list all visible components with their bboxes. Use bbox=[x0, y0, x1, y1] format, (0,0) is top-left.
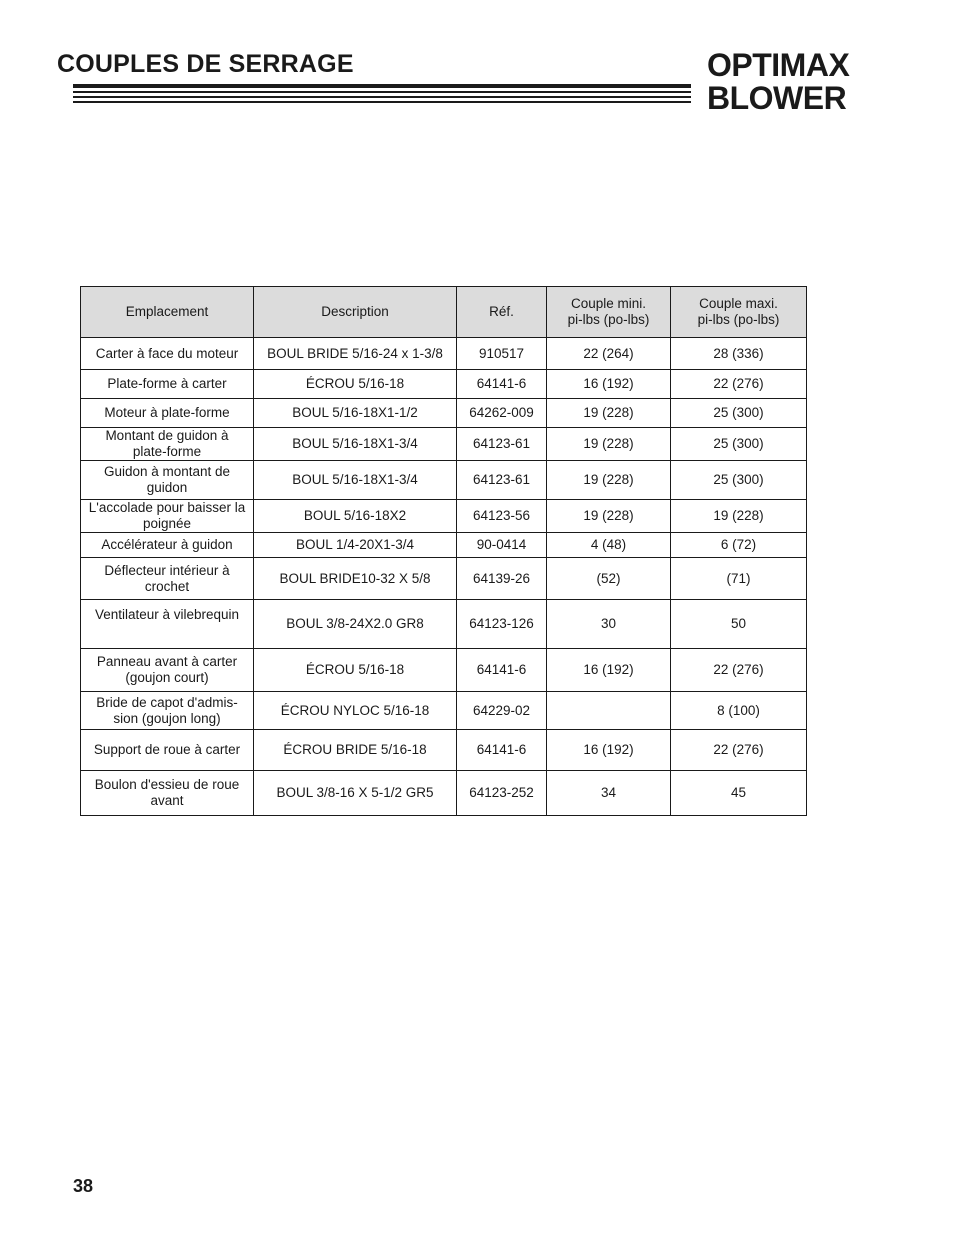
cell-description: BOUL 5/16-18X1-1/2 bbox=[254, 399, 457, 428]
cell-min-torque: 34 bbox=[547, 771, 671, 816]
cell-min-torque: (52) bbox=[547, 558, 671, 600]
cell-part-number: 64141-6 bbox=[457, 649, 547, 692]
column-header-min-torque: Couple mini. pi-lbs (po-lbs) bbox=[547, 287, 671, 338]
column-header-max-torque: Couple maxi. pi-lbs (po-lbs) bbox=[671, 287, 807, 338]
section-title: COUPLES DE SERRAGE bbox=[57, 50, 354, 78]
cell-part-number: 910517 bbox=[457, 338, 547, 370]
product-title-line-1: OPTIMAX bbox=[707, 47, 850, 83]
table-row bbox=[81, 600, 807, 649]
cell-max-torque: 22 (276) bbox=[671, 730, 807, 771]
table-row bbox=[81, 558, 807, 600]
cell-location: Ventilateur à vilebrequin bbox=[81, 600, 254, 649]
cell-min-torque: 30 bbox=[547, 600, 671, 649]
cell-part-number: 64141-6 bbox=[457, 370, 547, 399]
cell-max-torque: 25 (300) bbox=[671, 428, 807, 461]
cell-description: BOUL 5/16-18X2 bbox=[254, 500, 457, 533]
header-rule bbox=[73, 96, 691, 98]
cell-part-number: 64229-02 bbox=[457, 692, 547, 730]
cell-min-torque: 16 (192) bbox=[547, 649, 671, 692]
cell-max-torque: 8 (100) bbox=[671, 692, 807, 730]
cell-part-number: 64123-61 bbox=[457, 428, 547, 461]
cell-description: BOUL 3/8-24X2.0 GR8 bbox=[254, 600, 457, 649]
cell-description: BOUL BRIDE 5/16-24 x 1-3/8 bbox=[254, 338, 457, 370]
column-header-location: Emplacement bbox=[81, 287, 254, 338]
table-row bbox=[81, 338, 807, 370]
table-row bbox=[81, 771, 807, 816]
cell-part-number: 64123-252 bbox=[457, 771, 547, 816]
torque-table bbox=[80, 286, 807, 816]
cell-min-torque: 16 (192) bbox=[547, 370, 671, 399]
cell-max-torque: (71) bbox=[671, 558, 807, 600]
cell-location: Support de roue à carter bbox=[81, 730, 254, 771]
cell-max-torque: 6 (72) bbox=[671, 533, 807, 558]
cell-min-torque bbox=[547, 692, 671, 730]
cell-location: Déflecteur intérieur à crochet bbox=[81, 558, 254, 600]
cell-max-torque: 22 (276) bbox=[671, 649, 807, 692]
cell-description: ÉCROU 5/16-18 bbox=[254, 370, 457, 399]
cell-part-number: 64123-61 bbox=[457, 461, 547, 500]
cell-max-torque: 19 (228) bbox=[671, 500, 807, 533]
cell-min-torque: 4 (48) bbox=[547, 533, 671, 558]
cell-location: Accélérateur à guidon bbox=[81, 533, 254, 558]
header-rule bbox=[73, 101, 691, 103]
cell-description: BOUL 5/16-18X1-3/4 bbox=[254, 428, 457, 461]
table-row bbox=[81, 370, 807, 399]
cell-max-torque: 45 bbox=[671, 771, 807, 816]
header-rule bbox=[73, 84, 691, 88]
cell-description: BOUL BRIDE10-32 X 5/8 bbox=[254, 558, 457, 600]
cell-min-torque: 19 (228) bbox=[547, 500, 671, 533]
page-number: 38 bbox=[73, 1176, 94, 1196]
table-row bbox=[81, 461, 807, 500]
header-rules bbox=[73, 84, 691, 103]
cell-max-torque: 25 (300) bbox=[671, 399, 807, 428]
cell-description: ÉCROU BRIDE 5/16-18 bbox=[254, 730, 457, 771]
cell-part-number: 64139-26 bbox=[457, 558, 547, 600]
cell-description: BOUL 5/16-18X1-3/4 bbox=[254, 461, 457, 500]
header-rule bbox=[73, 91, 691, 93]
cell-min-torque: 19 (228) bbox=[547, 399, 671, 428]
cell-min-torque: 19 (228) bbox=[547, 461, 671, 500]
cell-description: ÉCROU NYLOC 5/16-18 bbox=[254, 692, 457, 730]
cell-location: L'accolade pour baisser la poignée bbox=[81, 500, 254, 533]
table-row bbox=[81, 500, 807, 533]
cell-location: Plate-forme à carter bbox=[81, 370, 254, 399]
column-header-part-number: Réf. bbox=[457, 287, 547, 338]
product-title bbox=[707, 49, 849, 115]
cell-location: Panneau avant à carter (goujon court) bbox=[81, 649, 254, 692]
cell-part-number: 90-0414 bbox=[457, 533, 547, 558]
table-header-row bbox=[81, 287, 807, 338]
cell-location: Montant de guidon à plate-forme bbox=[81, 428, 254, 461]
cell-part-number: 64141-6 bbox=[457, 730, 547, 771]
cell-location: Guidon à montant de guidon bbox=[81, 461, 254, 500]
product-title-line-2: BLOWER bbox=[707, 80, 847, 116]
column-header-description: Description bbox=[254, 287, 457, 338]
cell-description: BOUL 1/4-20X1-3/4 bbox=[254, 533, 457, 558]
table-row bbox=[81, 692, 807, 730]
table-row bbox=[81, 399, 807, 428]
cell-min-torque: 19 (228) bbox=[547, 428, 671, 461]
cell-max-torque: 28 (336) bbox=[671, 338, 807, 370]
table-row bbox=[81, 730, 807, 771]
table-row bbox=[81, 533, 807, 558]
cell-location: Moteur à plate-forme bbox=[81, 399, 254, 428]
cell-part-number: 64123-126 bbox=[457, 600, 547, 649]
cell-description: BOUL 3/8-16 X 5-1/2 GR5 bbox=[254, 771, 457, 816]
cell-min-torque: 16 (192) bbox=[547, 730, 671, 771]
cell-max-torque: 50 bbox=[671, 600, 807, 649]
cell-location: Bride de capot d'admis-sion (goujon long) bbox=[81, 692, 254, 730]
cell-location: Boulon d'essieu de roue avant bbox=[81, 771, 254, 816]
cell-max-torque: 25 (300) bbox=[671, 461, 807, 500]
table-row bbox=[81, 649, 807, 692]
cell-part-number: 64123-56 bbox=[457, 500, 547, 533]
cell-part-number: 64262-009 bbox=[457, 399, 547, 428]
cell-location: Carter à face du moteur bbox=[81, 338, 254, 370]
cell-description: ÉCROU 5/16-18 bbox=[254, 649, 457, 692]
table-row bbox=[81, 428, 807, 461]
cell-max-torque: 22 (276) bbox=[671, 370, 807, 399]
cell-min-torque: 22 (264) bbox=[547, 338, 671, 370]
